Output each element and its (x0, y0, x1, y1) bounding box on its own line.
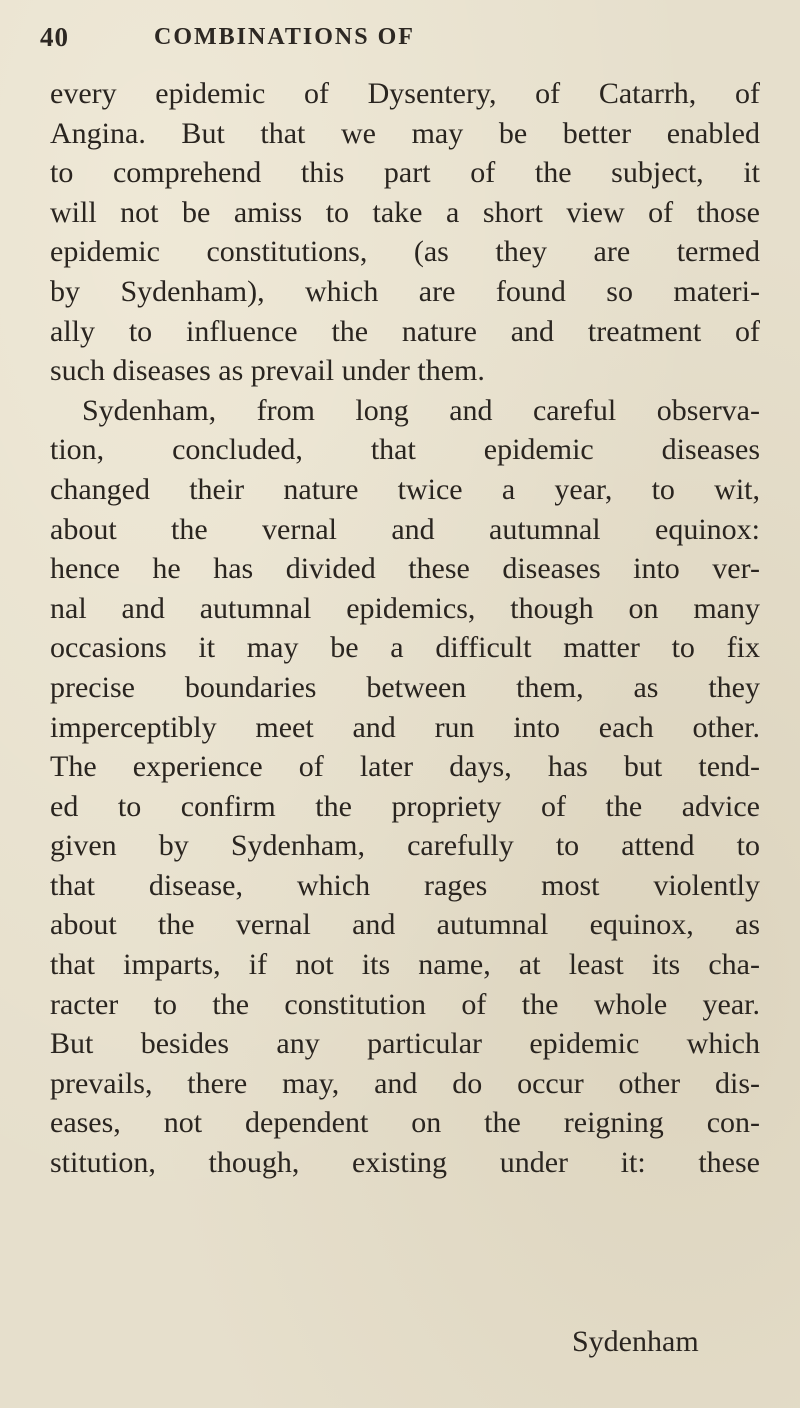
text-line: every epidemic of Dysentery, of Catarrh, of (50, 77, 760, 110)
text-line: will not be amiss to take a short view of those (50, 195, 760, 229)
paragraph-start-line: Sydenham, from long and careful observa- (82, 393, 760, 427)
text-line: epidemic constitutions, (as they are termed (50, 235, 760, 269)
text-line: tion, concluded, that epidemic diseases (50, 433, 760, 467)
text-line: Angina. But that we may be better enabled (50, 116, 760, 150)
text-line: given by Sydenham, carefully to attend to (50, 829, 760, 863)
text-line: changed their nature twice a year, to wit, (50, 472, 760, 506)
catchword: Sydenham (572, 1325, 699, 1358)
page-number: 40 (40, 22, 69, 52)
text-line: racter to the constitution of the whole year. (50, 987, 760, 1021)
text-line: hence he has divided these diseases into ver- (50, 552, 760, 586)
text-line: imperceptibly meet and run into each other. (50, 710, 760, 744)
text-line: The experience of later days, has but tend- (50, 750, 760, 784)
text-line: that imparts, if not its name, at least its cha- (50, 948, 760, 982)
text-line: precise boundaries between them, as they (50, 670, 760, 704)
text-line: that disease, which rages most violently (50, 868, 760, 902)
text-line: eases, not dependent on the reigning con- (50, 1106, 760, 1140)
text-line: to comprehend this part of the subject, it (50, 156, 760, 190)
text-line: about the vernal and autumnal equinox, as (50, 908, 760, 942)
text-line: stitution, though, existing under it: these (50, 1146, 760, 1180)
running-head (36, 22, 736, 56)
text-line: about the vernal and autumnal equinox: (50, 512, 760, 546)
text-line: such diseases as prevail under them. (50, 354, 485, 388)
body-text (50, 74, 760, 1183)
text-line: But besides any particular epidemic which (50, 1027, 760, 1061)
text-line: ally to influence the nature and treatment of (50, 314, 760, 348)
text-line: occasions it may be a difficult matter to fix (50, 631, 760, 665)
text-line: ed to confirm the propriety of the advice (50, 789, 760, 823)
text-line: prevails, there may, and do occur other dis- (50, 1066, 760, 1100)
running-head-title: COMBINATIONS OF (154, 24, 415, 50)
text-line: nal and autumnal epidemics, though on many (50, 591, 760, 625)
text-line: by Sydenham), which are found so materi- (50, 274, 760, 308)
